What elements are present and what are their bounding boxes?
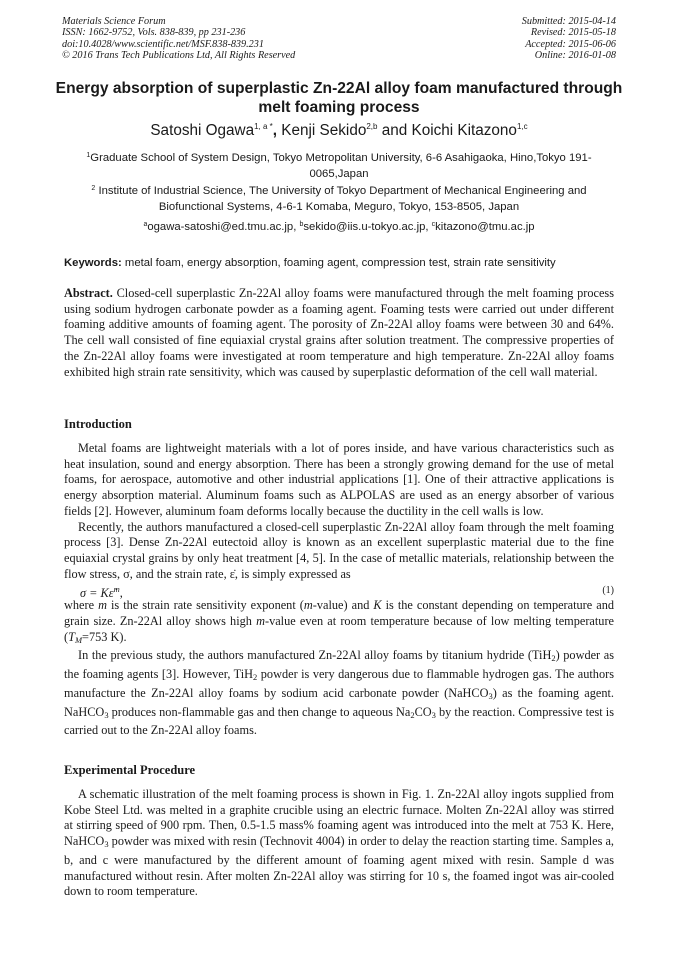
affiliation-1-marker: 1 <box>86 152 91 159</box>
introduction-heading: Introduction <box>64 417 132 431</box>
keywords-text: metal foam, energy absorption, foaming agent, compression test, strain rate sensitivity <box>121 257 556 269</box>
submission-dates <box>522 16 616 61</box>
journal-name: Materials Science Forum <box>62 16 166 27</box>
copyright-line: © 2016 Trans Tech Publications Ltd, All Rights Reserved <box>62 49 296 61</box>
abstract-label: Abstract. <box>64 286 113 300</box>
author-separator: and <box>377 122 412 139</box>
email-b-marker: b <box>299 221 304 228</box>
paper-title: Energy absorption of superplastic Zn-22Al alloy foam manufactured through melt foaming process <box>55 80 623 116</box>
author-separator: , <box>272 122 282 139</box>
submitted-date: Submitted: 2015-04-14 <box>521 16 616 27</box>
equation-exponent: m <box>113 584 120 595</box>
intro-paragraph-2: Recently, the authors manufactured a closed-cell superplastic Zn-22Al alloy foam through the melt foaming process [3]. Dense Zn-22Al eutectoid alloy is known as an excellent superplastic material due to the fine equiaxial crystal grains by only heat treatment [4, 5]. In the case of metallic materials, relationship between the flow stress, σ, and the strain rate, ε̇, is simply expressed as <box>64 519 614 581</box>
intro-paragraph-1: Metal foams are lightweight materials with a lot of pores inside, and have various characteristics such as heat insulation, sound and energy absorption. There has been a strongly growing demand for the use of metal foams, for aerospace, automotive and other industrial applications [1]. One of their attractive applications is energy absorption material. Aluminum foams such as ALPOLAS are used as an energy absorber of various fields [2]. However, aluminum foam deforms locally because the ductility in the cell walls is low. <box>64 441 614 518</box>
doi-line: doi:10.4028/www.scientific.net/MSF.838-839.231 <box>62 38 264 50</box>
revised-date: Revised: 2015-05-18 <box>530 27 616 39</box>
author-3-marker: 1,c <box>516 122 528 131</box>
experimental-heading: Experimental Procedure <box>64 763 196 777</box>
affiliation-2-marker: 2 <box>91 185 96 192</box>
equation-comma: , <box>119 586 123 601</box>
affiliation-2-text: Institute of Industrial Science, The University of Tokyo Department of Mechanical Engineering and Biofunctional Systems, 4-6-1 Komaba, Meguro, Tokyo, 153-8505, Japan <box>95 185 587 213</box>
equation-number: (1) <box>602 585 614 597</box>
keywords-label: Keywords: <box>64 257 122 269</box>
email-line <box>62 219 616 235</box>
affiliation-1 <box>62 150 616 182</box>
author-2: Kenji Sekido <box>281 122 367 139</box>
intro-paragraph-3: where m is the strain rate sensitivity exponent (m-value) and K is the constant depending on temperature and grain size. Zn-22Al alloy shows high m-value even at room temperature because of low melting temperature ($T_M=753$ K). <box>64 598 615 645</box>
abstract <box>64 286 614 380</box>
author-2-marker: 2,b <box>366 122 378 131</box>
equation-1 <box>64 582 614 601</box>
abstract-text: Closed-cell superplastic Zn-22Al alloy foams were manufactured through the melt foaming process using sodium hydrogen carbonate powder as a foaming agent. Foaming tests were carried out under different foaming additive amounts of foaming agent. The porosity of Zn-22Al alloy foams were between 30 and 64%. The cell wall consisted of fine equiaxial crystal grains after solution treatment. The compressive properties of the Zn-22Al alloy foams were investigated at room temperature and high temperature. Zn-22Al alloy foams exhibited high strain rate sensitivity, which was caused by superplastic deformation of the cell wall material. <box>64 286 614 379</box>
author-line <box>40 121 638 141</box>
journal-info <box>62 16 295 61</box>
intro-paragraph-4: In the previous study, the authors manufactured Zn-22Al alloy foams by titanium hydride (TiH$_2$) powder as the foaming agents [3]. However, TiH$_2$ powder is very dangerous due to flammable hydrogen gas. The authors manufacture the Zn-22Al alloy foams by sodium acid carbonate powder (NaHCO$_3$) as the foaming agent. NaHCO$_3$ produces non-flammable gas and then change to aqueous $Na_2CO_3$ by the reaction. Compressive test is carried out to the Zn-22Al alloy foams. <box>64 648 614 738</box>
accepted-date: Accepted: 2015-06-06 <box>525 38 616 50</box>
affiliation-2 <box>62 183 616 215</box>
online-date: Online: 2016-01-08 <box>534 49 616 61</box>
author-1-marker: 1, a * <box>254 122 273 131</box>
issn-line: ISSN: 1662-9752, Vols. 838-839, pp 231-236 <box>62 27 246 39</box>
equation-lhs: σ = Kε̇ <box>80 586 114 601</box>
experimental-paragraph-1: A schematic illustration of the melt foaming process is shown in Fig. 1. Zn-22Al alloy ingots supplied from Kobe Steel Ltd. was melted in a graphite crucible using an electric furnace. Molten Zn-22Al alloy was stirred at stirring speed of 900 rpm. Then, 0.5-1.5 mass% foaming agent was introduced into the melt at 753 K. Here, NaHCO$_3$ powder was mixed with resin (Technovit 4004) in order to delay the reaction starting time. Samples a, b, and c were manufactured by the different amount of foaming agent mixed with resin. Sample d was manufactured without resin. After molten Zn-22Al alloy was stirring for 10 s, the foamed ingot was air-cooled down to room temperature. <box>64 787 614 899</box>
affiliation-1-text: Graduate School of System Design, Tokyo Metropolitan University, 6-6 Asahigaoka, Hino,Tokyo 191-0065,Japan <box>90 152 592 180</box>
email-c-link[interactable]: kitazono@tmu.ac.jp <box>435 221 535 233</box>
introduction-body <box>64 441 614 739</box>
keywords <box>64 256 624 270</box>
author-1: Satoshi Ogawa <box>150 122 255 139</box>
email-c-marker: c <box>431 221 436 228</box>
email-a-link[interactable]: ogawa-satoshi@ed.tmu.ac.jp, <box>147 221 300 233</box>
email-b-link[interactable]: sekido@iis.u-tokyo.ac.jp, <box>303 221 432 233</box>
email-a-marker: a <box>143 221 148 228</box>
author-3: Koichi Kitazono <box>411 122 517 139</box>
experimental-body <box>64 787 614 900</box>
